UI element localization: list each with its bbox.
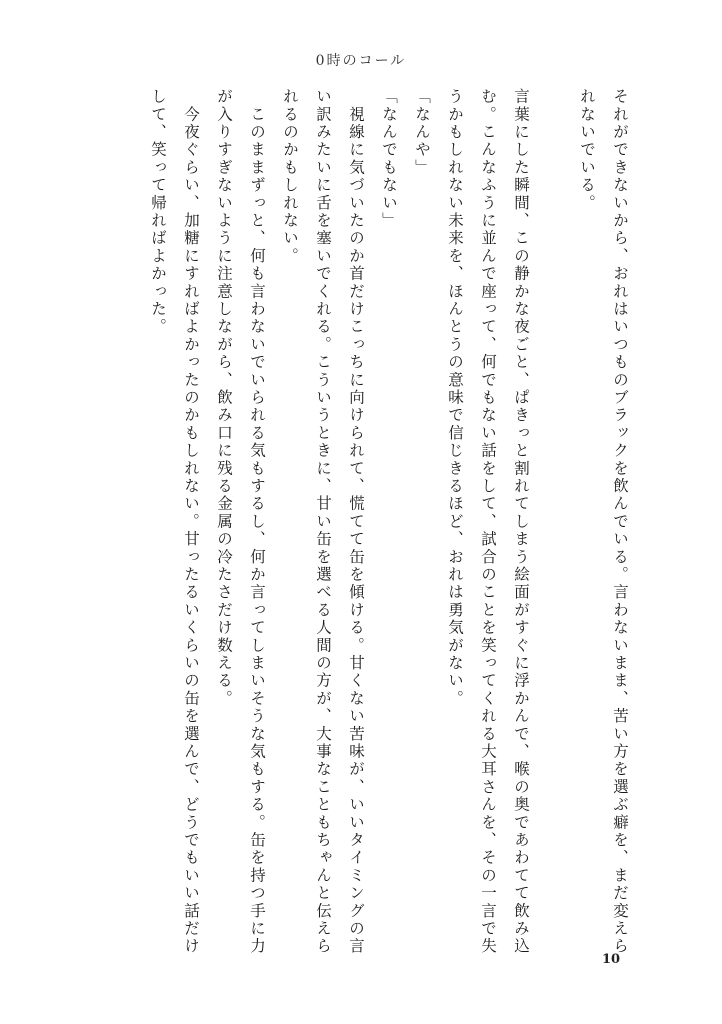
paragraph-1: それができないから、おれはいつものブラックを飲んでいる。言わないまま、苦い方を選ぶ癖を、まだ変えられないでいる。 xyxy=(578,88,629,956)
paragraph-4: このままずっと、何も言わないでいられる気もするし、何か言ってしまいそうな気もする。缶を持つ手に力が入りすぎないように注意しながら、飲み口に残る金属の冷たさだけ数える。 xyxy=(215,88,266,956)
vertical-body-text xyxy=(141,88,636,958)
paragraph-5: 今夜ぐらい、加糖にすればよかったのかもしれない。甘ったるいくらいの缶を選んで、どうでもいい話だけして、笑って帰ればよかった。 xyxy=(149,88,200,956)
page-number: 10 xyxy=(602,952,621,967)
paragraph-2: 言葉にした瞬間、この静かな夜ごと、ぱきっと割れてしまう絵面がすぐに浮かんで、喉の奥であわてて飲み込む。こんなふうに並んで座って、何でもない話をして、試合のことを笑ってくれる大耳さんを、その一言で失うかもしれない未来を、ほんとうの意味で信じきるほど、おれは勇気がない。 xyxy=(446,88,530,956)
paragraph-3: 視線に気づいたのか首だけこっちに向けられて、慌てて缶を傾ける。甘くない苦味が、いいタイミングの言い訳みたいに舌を塞いでくれる。こういうときに、甘い缶を選べる人間の方が、大事なこともちゃんと伝えられるのかもしれない。 xyxy=(281,88,365,956)
dialogue-line-1: 「なんや」 xyxy=(413,88,431,177)
dialogue-line-2: 「なんでもない」 xyxy=(380,88,398,230)
running-title: 0時のコール xyxy=(315,53,407,69)
